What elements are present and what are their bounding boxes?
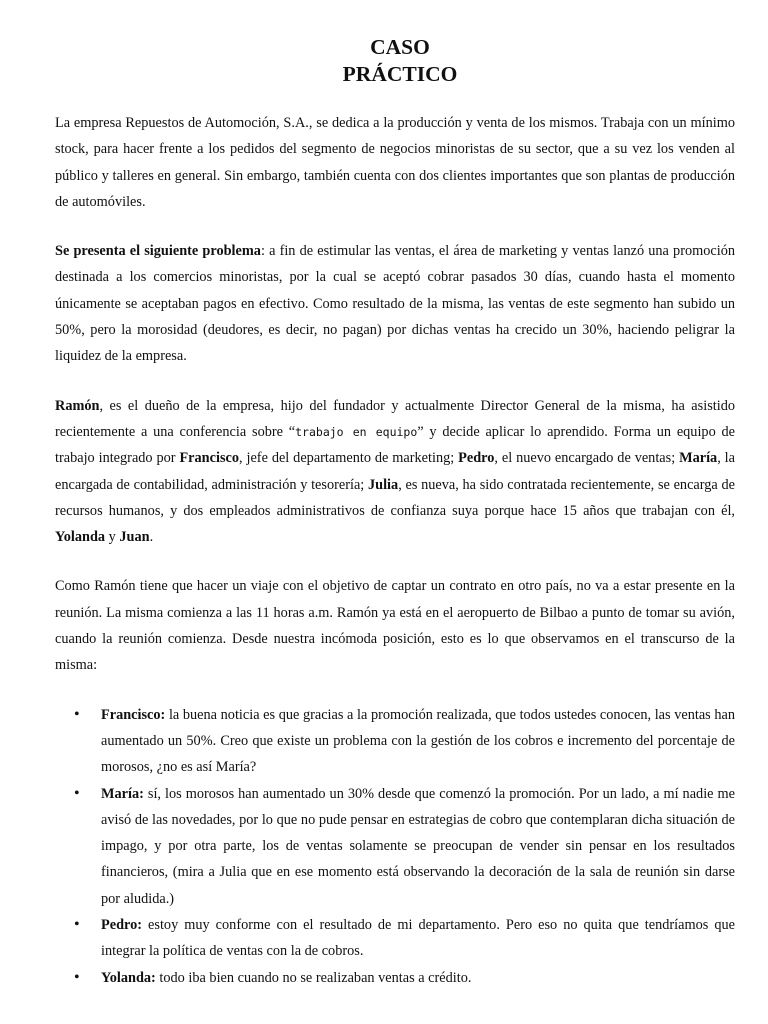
speaker-name: Yolanda: bbox=[101, 969, 156, 986]
paragraph-meeting: Como Ramón tiene que hacer un viaje con el objetivo de captar un contrato en otro país, no va a estar presente en la reunión. La misma comienza a las 11 horas a.m. Ramón ya está en el aeropuerto de Bilbao a punto de tomar su avión, cuando la reunión comienza. Desde nuestra incómoda posición, esto es lo que observamos en el transcurso de la misma: bbox=[55, 578, 735, 674]
speaker-text: la buena noticia es que gracias a la promoción realizada, que todos ustedes conocen, las ventas han aumentado un 50%. Creo que existe un problema con la gestión de los cobros e incremento del porcentaje de morosos, ¿no es así María? bbox=[101, 706, 735, 776]
list-item bbox=[55, 702, 735, 781]
list-item bbox=[55, 781, 735, 912]
list-item bbox=[55, 965, 735, 991]
speaker-name: Francisco: bbox=[101, 706, 166, 723]
team-text: , es nueva, ha sido contratada recientemente, se encarga de recursos humanos, y dos empleados administrativos de confianza suya porque hace 15 años que trabajan con él, bbox=[55, 476, 735, 519]
problem-lead: Se presenta el siguiente problema bbox=[55, 243, 261, 260]
speaker-name: Pedro: bbox=[101, 917, 143, 934]
name-juan: Juan bbox=[119, 529, 150, 546]
speaker-text: sí, los morosos han aumentado un 30% desde que comenzó la promoción. Por un lado, a mí nadie me avisó de las novedades, por lo que no pude pensar en estrategias de cobro que contemplaran dicha situación de impago, y por otra parte, los de ventas solamente se preocupan de vender sin pensar en los resultados financieros, (mira a Julia que en ese momento está observando la decoración de la sala de reunión sin darse por aludida.) bbox=[101, 785, 735, 907]
name-pedro: Pedro bbox=[458, 450, 495, 467]
name-yolanda: Yolanda bbox=[55, 529, 106, 546]
title-line-1: CASO bbox=[370, 35, 430, 59]
speaker-text: todo iba bien cuando no se realizaban ventas a crédito. bbox=[155, 969, 472, 986]
dialogue-list bbox=[55, 702, 735, 991]
team-text: ” y decide aplicar lo aprendido. Forma un equipo de trabajo integrado por bbox=[55, 423, 736, 467]
paragraph-intro: La empresa Repuestos de Automoción, S.A., se dedica a la producción y venta de los mismos. Trabaja con un mínimo stock, para hacer frente a los pedidos del segmento de negocios minoristas de su sector, que a su vez los venden al público y talleres en general. Sin embargo, también cuenta con dos clientes importantes que son plantas de producción de automóviles. bbox=[55, 115, 735, 210]
problem-text: : a fin de estimular las ventas, el área de marketing y ventas lanzó una promoción destinada a los comercios minoristas, por la cual se aceptó cobrar pasados 30 días, cuando hasta el momento únicamente se aceptaban pagos en efectivo. Como resultado de la misma, las ventas de este segmento han subido un 50%, pero la morosidad (deudores, es decir, no pagan) por dichas ventas ha crecido un 30%, haciendo peligrar la liquidez de la empresa. bbox=[55, 243, 735, 365]
list-item bbox=[55, 912, 735, 965]
page-title bbox=[55, 34, 735, 88]
speaker-name: María: bbox=[101, 785, 144, 802]
paragraph-problem bbox=[55, 238, 735, 369]
team-text: , la encargada de contabilidad, administración y tesorería; bbox=[55, 450, 735, 493]
name-julia: Julia bbox=[367, 476, 399, 493]
team-text: . bbox=[149, 529, 154, 546]
paragraph-team bbox=[55, 393, 735, 551]
team-work-term: trabajo en equipo bbox=[295, 424, 418, 439]
team-text: y bbox=[105, 529, 120, 546]
name-ramon: Ramón bbox=[55, 397, 100, 414]
name-maria: María bbox=[679, 450, 718, 467]
name-francisco: Francisco bbox=[179, 450, 240, 467]
title-line-2: PRÁCTICO bbox=[342, 62, 458, 86]
team-text: , jefe del departamento de marketing; bbox=[239, 450, 459, 467]
team-text: , el nuevo encargado de ventas; bbox=[494, 450, 680, 467]
speaker-text: estoy muy conforme con el resultado de mi departamento. Pero eso no quita que tendríamos que integrar la política de ventas con la de cobros. bbox=[101, 917, 735, 960]
team-text: , es el dueño de la empresa, hijo del fundador y actualmente Director General de la misma, ha asistido recientemente a una conferencia sobre “ bbox=[55, 397, 735, 440]
